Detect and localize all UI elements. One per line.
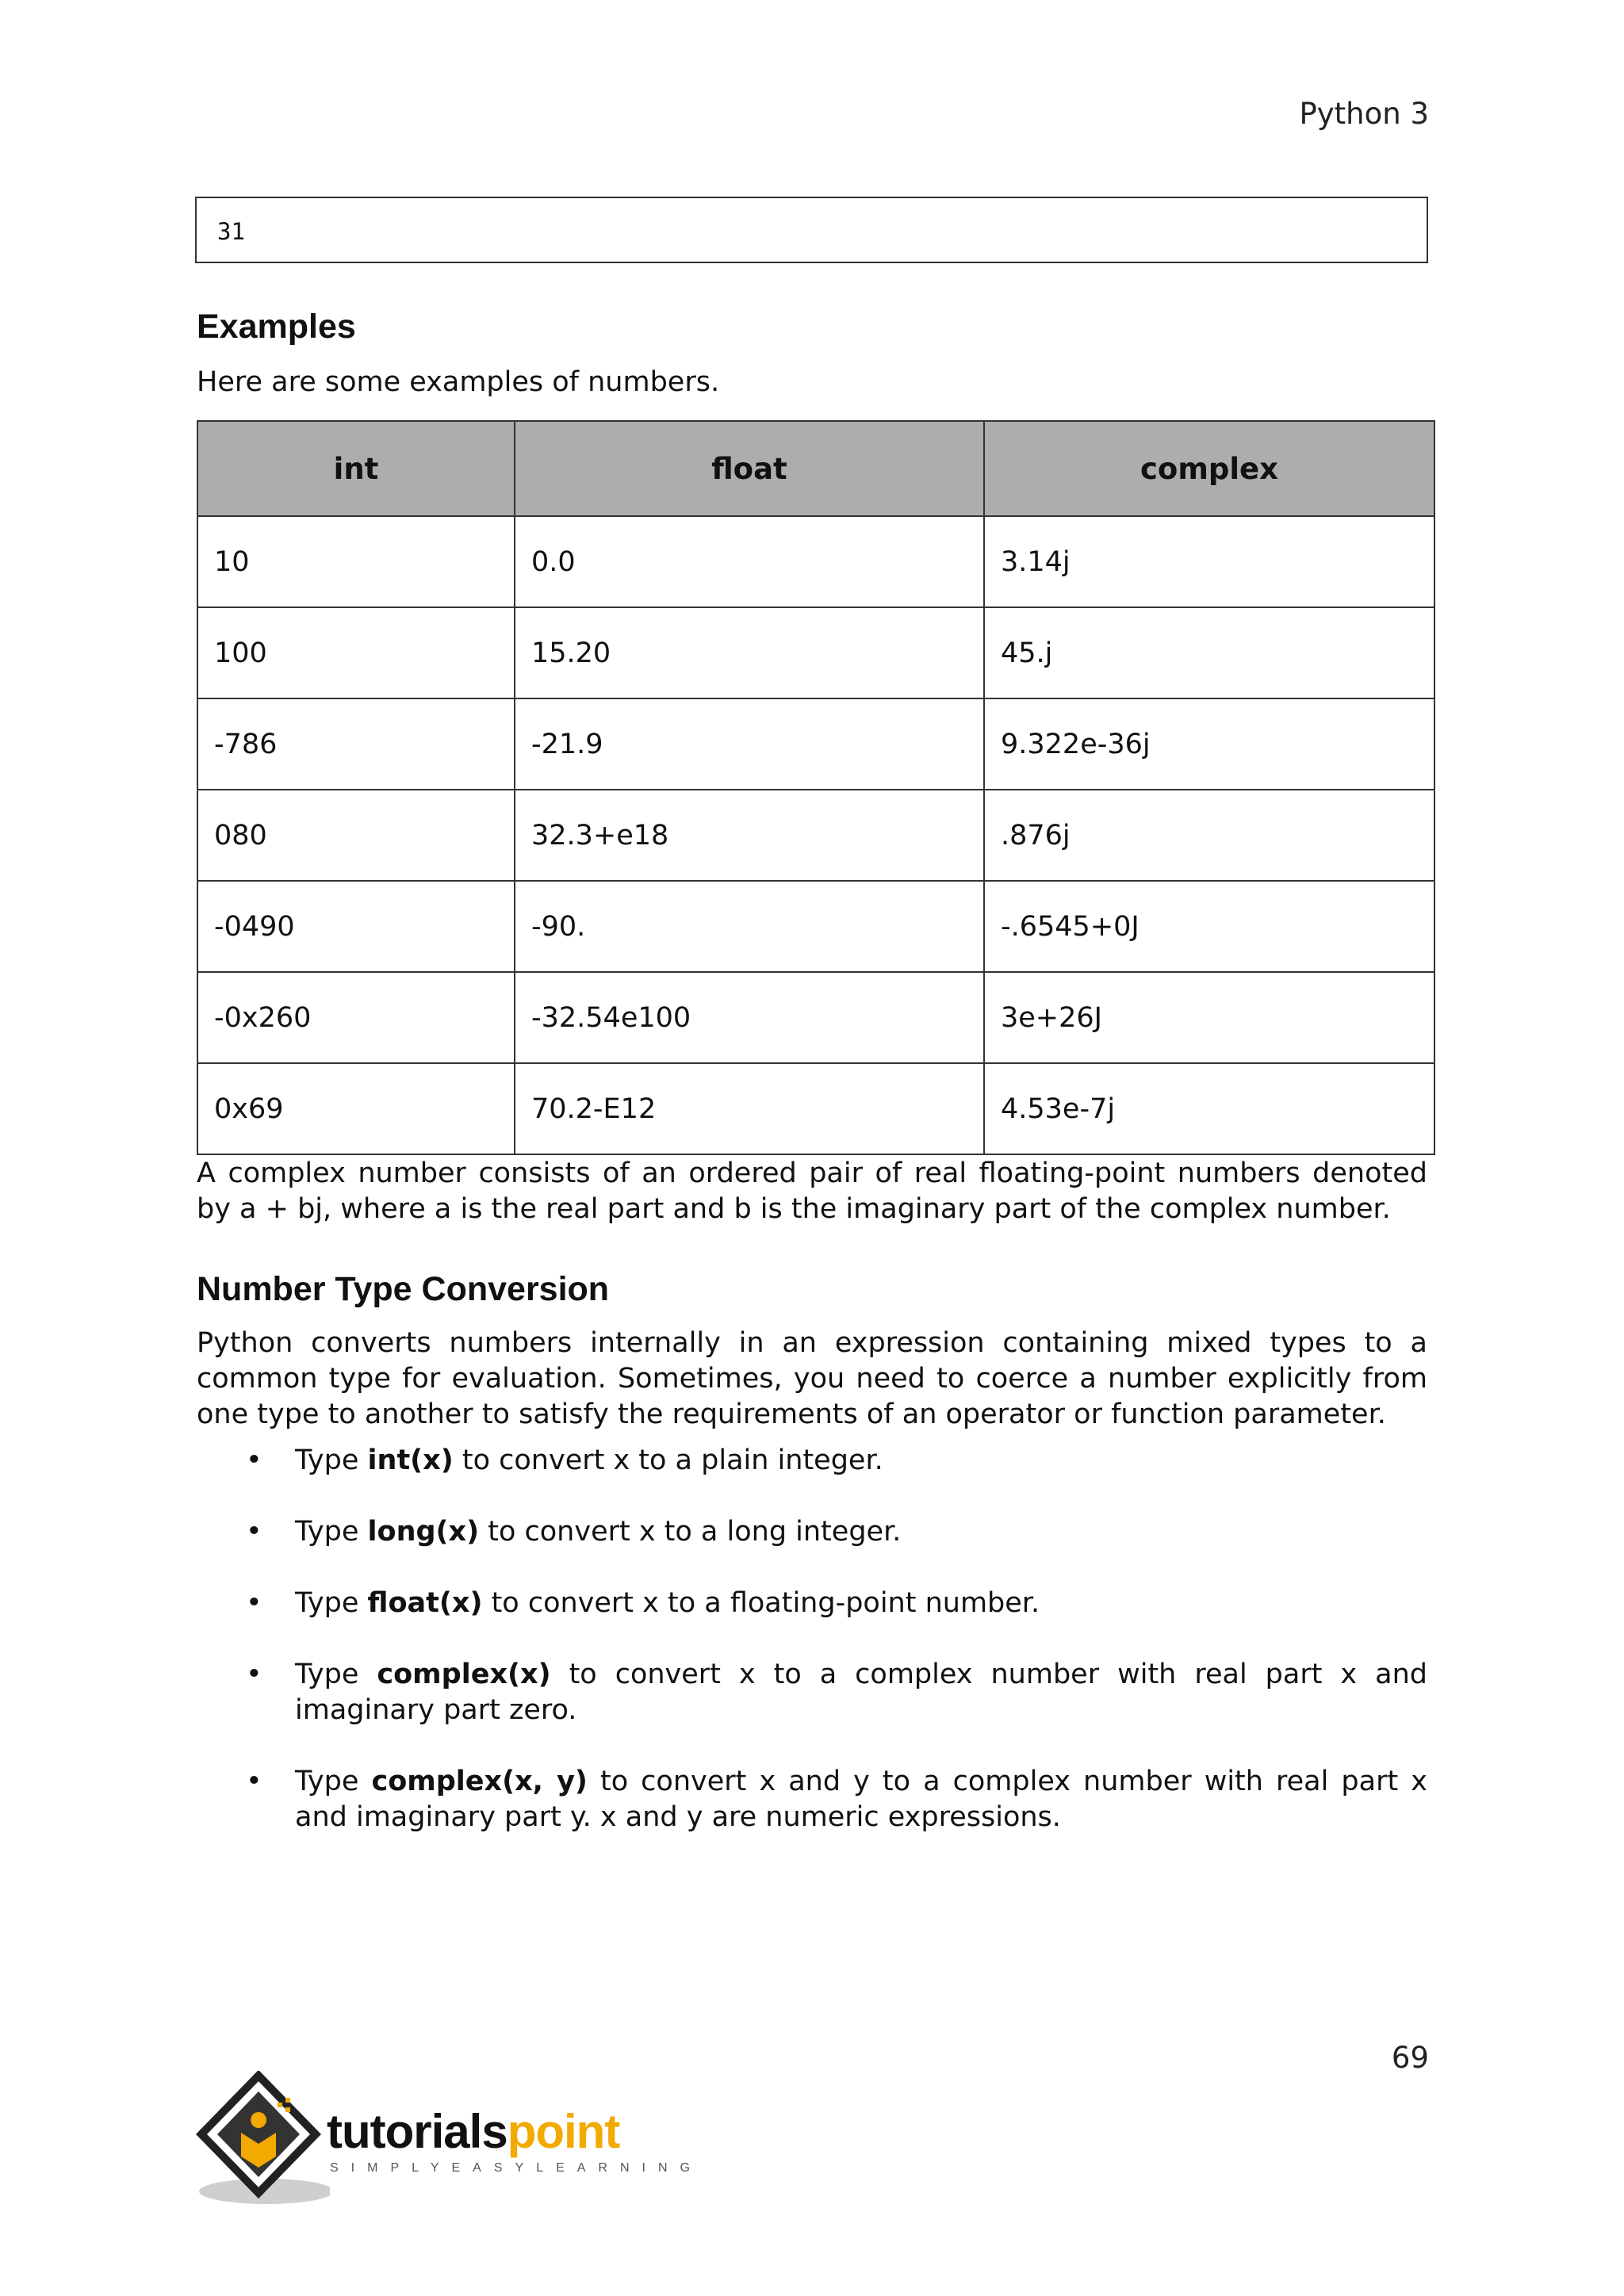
column-header: int — [197, 421, 515, 516]
table-cell: 080 — [197, 790, 515, 881]
table-cell: -.6545+0J — [984, 881, 1434, 972]
column-header: float — [515, 421, 984, 516]
table-cell: 4.53e-7j — [984, 1063, 1434, 1154]
number-examples-table — [197, 420, 1435, 1155]
table-row — [197, 972, 1434, 1063]
table-row — [197, 1063, 1434, 1154]
table-cell: 10 — [197, 516, 515, 607]
table-row — [197, 881, 1434, 972]
function-name: complex(x) — [377, 1659, 551, 1690]
table-cell: 32.3+e18 — [515, 790, 984, 881]
list-item: • Type complex(x) to convert x to a complex number with real part x and imaginary part zero. — [197, 1657, 1427, 1728]
examples-intro: Here are some examples of numbers. — [197, 366, 720, 398]
function-name: long(x) — [367, 1516, 480, 1548]
conversion-bullet-list — [197, 1443, 1427, 1871]
logo-tagline: SIMPLYEASYLEARNING — [330, 2161, 703, 2175]
table-row — [197, 790, 1434, 881]
list-item: • Type int(x) to convert x to a plain integer. — [197, 1443, 1427, 1479]
table-cell: -32.54e100 — [515, 972, 984, 1063]
table-row — [197, 516, 1434, 607]
table-cell: -786 — [197, 698, 515, 790]
table-row — [197, 607, 1434, 698]
function-name: float(x) — [367, 1587, 483, 1619]
table-cell: 0x69 — [197, 1063, 515, 1154]
table-header-row — [197, 421, 1434, 516]
table-cell: 70.2-E12 — [515, 1063, 984, 1154]
conversion-heading: Number Type Conversion — [197, 1270, 610, 1308]
table-cell: 9.322e-36j — [984, 698, 1434, 790]
examples-heading: Examples — [197, 308, 356, 346]
table-cell: 15.20 — [515, 607, 984, 698]
list-item: • Type float(x) to convert x to a floating-point number. — [197, 1586, 1427, 1621]
logo-diamond-icon — [195, 2071, 330, 2214]
table-cell: -21.9 — [515, 698, 984, 790]
code-output-box: 31 — [195, 197, 1428, 263]
table-cell: 0.0 — [515, 516, 984, 607]
table-row — [197, 698, 1434, 790]
logo-wordmark: tutorialspoint — [327, 2105, 620, 2158]
table-cell: -0490 — [197, 881, 515, 972]
table-cell: 45.j — [984, 607, 1434, 698]
table-cell: .876j — [984, 790, 1434, 881]
list-item: • Type long(x) to convert x to a long integer. — [197, 1514, 1427, 1550]
table-cell: -0x260 — [197, 972, 515, 1063]
table-cell: 100 — [197, 607, 515, 698]
complex-number-note: A complex number consists of an ordered pair of real floating-point numbers denoted by a + bj, where a is the real part and b is the imaginary part of the complex number. — [197, 1158, 1427, 1225]
list-item: • Type complex(x, y) to convert x and y to a complex number with real part x and imaginary part y. x and y are numeric expressions. — [197, 1764, 1427, 1835]
function-name: int(x) — [367, 1445, 454, 1476]
conversion-paragraph: Python converts numbers internally in an expression containing mixed types to a common type for evaluation. Sometimes, you need to coerce a number explicitly from one type to another to satisfy the requirements of an operator or function parameter. — [197, 1327, 1427, 1430]
function-name: complex(x, y) — [371, 1766, 588, 1797]
page-header-title: Python 3 — [1299, 97, 1429, 131]
column-header: complex — [984, 421, 1434, 516]
table-cell: -90. — [515, 881, 984, 972]
table-cell: 3.14j — [984, 516, 1434, 607]
tutorialspoint-logo — [195, 2071, 703, 2214]
table-cell: 3e+26J — [984, 972, 1434, 1063]
page-number: 69 — [1391, 2041, 1429, 2075]
